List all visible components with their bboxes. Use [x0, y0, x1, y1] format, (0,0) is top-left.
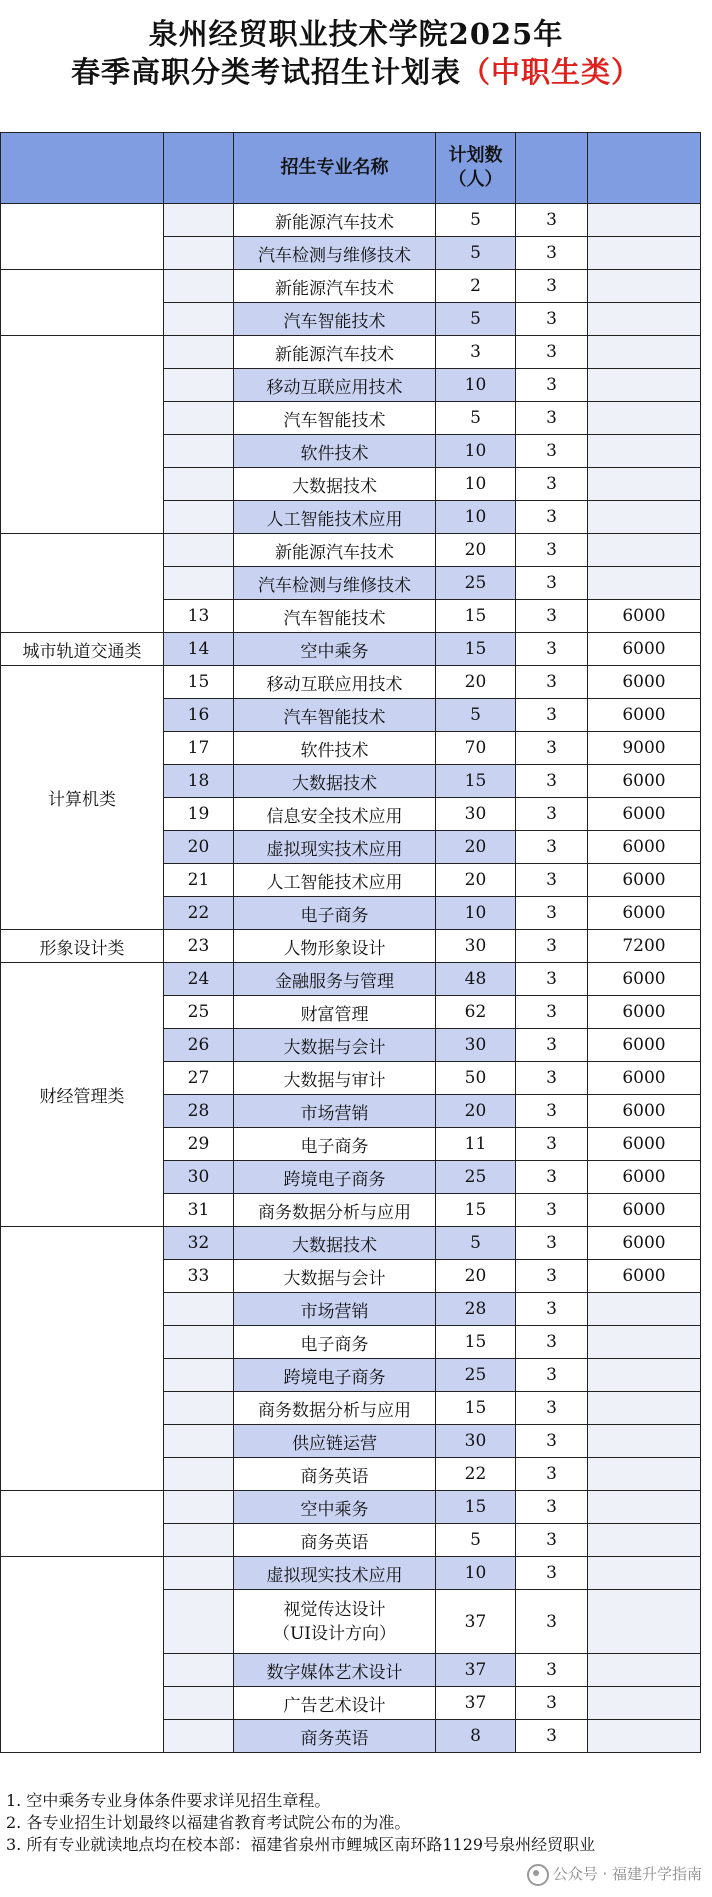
years-cell: 3 — [516, 1654, 588, 1687]
row-number-cell: 29 — [164, 1128, 234, 1161]
row-number-cell: 27 — [164, 1062, 234, 1095]
years-cell: 3 — [516, 1260, 588, 1293]
row-number-cell — [164, 1654, 234, 1687]
years-cell: 3 — [516, 1491, 588, 1524]
years-cell: 3 — [516, 204, 588, 237]
table-row — [1, 1557, 701, 1590]
fee-cell: 6000 — [588, 1128, 701, 1161]
major-name-cell: 财富管理 — [234, 996, 436, 1029]
wechat-icon — [527, 1864, 549, 1886]
major-name-cell: 金融服务与管理 — [234, 963, 436, 996]
row-number-cell — [164, 1326, 234, 1359]
plan-count-cell: 30 — [436, 930, 516, 963]
major-name-cell: 新能源汽车技术 — [234, 534, 436, 567]
years-cell: 3 — [516, 732, 588, 765]
fee-cell: 6000 — [588, 1161, 701, 1194]
row-number-cell — [164, 237, 234, 270]
years-cell: 3 — [516, 270, 588, 303]
years-cell: 3 — [516, 1062, 588, 1095]
plan-count-cell: 11 — [436, 1128, 516, 1161]
fee-cell — [588, 1720, 701, 1753]
years-cell: 3 — [516, 1557, 588, 1590]
fee-cell — [588, 1524, 701, 1557]
fee-cell — [588, 1392, 701, 1425]
years-cell: 3 — [516, 996, 588, 1029]
row-number-cell: 13 — [164, 600, 234, 633]
plan-count-cell: 20 — [436, 831, 516, 864]
plan-count-cell: 5 — [436, 1227, 516, 1260]
plan-count-cell: 37 — [436, 1654, 516, 1687]
table-row — [1, 1227, 701, 1260]
fee-cell: 6000 — [588, 831, 701, 864]
row-number-cell — [164, 303, 234, 336]
fee-cell — [588, 303, 701, 336]
fee-cell — [588, 1557, 701, 1590]
plan-count-cell: 20 — [436, 666, 516, 699]
row-number-cell — [164, 369, 234, 402]
major-name-cell: 汽车智能技术 — [234, 402, 436, 435]
years-cell: 3 — [516, 1687, 588, 1720]
table-row — [1, 633, 701, 666]
header-fee — [588, 133, 701, 204]
row-number-cell: 24 — [164, 963, 234, 996]
row-number-cell — [164, 270, 234, 303]
title-line-2 — [0, 50, 712, 91]
years-cell: 3 — [516, 765, 588, 798]
major-name-cell: 软件技术 — [234, 435, 436, 468]
fee-cell: 6000 — [588, 897, 701, 930]
major-name-cell: 人物形象设计 — [234, 930, 436, 963]
major-name-cell: 广告艺术设计 — [234, 1687, 436, 1720]
table-row — [1, 204, 701, 237]
note-3: 3. 所有专业就读地点均在校本部：福建省泉州市鲤城区南环路1129号泉州经贸职业 — [6, 1835, 596, 1854]
major-name-cell: 新能源汽车技术 — [234, 204, 436, 237]
row-number-cell — [164, 1392, 234, 1425]
major-name-cell: 移动互联应用技术 — [234, 666, 436, 699]
plan-count-cell: 30 — [436, 798, 516, 831]
years-cell: 3 — [516, 237, 588, 270]
header-plan: 计划数（人） — [436, 133, 516, 204]
row-number-cell: 31 — [164, 1194, 234, 1227]
category-cell — [1, 204, 164, 270]
plan-count-cell: 20 — [436, 1260, 516, 1293]
plan-count-cell: 25 — [436, 567, 516, 600]
fee-cell — [588, 1359, 701, 1392]
fee-cell — [588, 270, 701, 303]
row-number-cell — [164, 468, 234, 501]
plan-count-cell: 10 — [436, 501, 516, 534]
years-cell: 3 — [516, 930, 588, 963]
fee-cell — [588, 1326, 701, 1359]
plan-count-cell: 20 — [436, 1095, 516, 1128]
fee-cell: 7200 — [588, 930, 701, 963]
years-cell: 3 — [516, 1227, 588, 1260]
row-number-cell — [164, 1293, 234, 1326]
major-name-cell: 新能源汽车技术 — [234, 270, 436, 303]
plan-count-cell: 70 — [436, 732, 516, 765]
title-line-1: 泉州经贸职业技术学院2025年 — [148, 17, 564, 51]
notes — [6, 1790, 706, 1856]
row-number-cell — [164, 1590, 234, 1654]
category-cell — [1, 1227, 164, 1491]
years-cell: 3 — [516, 963, 588, 996]
fee-cell — [588, 1425, 701, 1458]
years-cell: 3 — [516, 1095, 588, 1128]
major-name-cell: 跨境电子商务 — [234, 1359, 436, 1392]
header-major: 招生专业名称 — [234, 133, 436, 204]
plan-count-cell: 5 — [436, 699, 516, 732]
category-cell: 财经管理类 — [1, 963, 164, 1227]
plan-count-cell: 30 — [436, 1425, 516, 1458]
row-number-cell: 26 — [164, 1029, 234, 1062]
fee-cell: 6000 — [588, 666, 701, 699]
category-cell — [1, 534, 164, 633]
major-name-cell: 新能源汽车技术 — [234, 336, 436, 369]
years-cell: 3 — [516, 1161, 588, 1194]
table-row — [1, 336, 701, 369]
category-cell — [1, 336, 164, 534]
table-row — [1, 1491, 701, 1524]
row-number-cell: 15 — [164, 666, 234, 699]
category-cell — [1, 270, 164, 336]
fee-cell: 6000 — [588, 864, 701, 897]
major-name-cell: 市场营销 — [234, 1095, 436, 1128]
major-name-cell: 大数据技术 — [234, 765, 436, 798]
category-cell — [1, 1557, 164, 1753]
plan-count-cell: 25 — [436, 1161, 516, 1194]
years-cell: 3 — [516, 1720, 588, 1753]
years-cell: 3 — [516, 1128, 588, 1161]
major-name-cell: 大数据技术 — [234, 468, 436, 501]
plan-count-cell: 10 — [436, 1557, 516, 1590]
major-name-cell: 软件技术 — [234, 732, 436, 765]
fee-cell: 6000 — [588, 798, 701, 831]
table-row — [1, 270, 701, 303]
fee-cell: 9000 — [588, 732, 701, 765]
fee-cell — [588, 1458, 701, 1491]
major-name-cell: 商务英语 — [234, 1720, 436, 1753]
plan-count-cell: 50 — [436, 1062, 516, 1095]
years-cell: 3 — [516, 468, 588, 501]
plan-count-cell: 5 — [436, 303, 516, 336]
fee-cell: 6000 — [588, 996, 701, 1029]
years-cell: 3 — [516, 1590, 588, 1654]
row-number-cell — [164, 1720, 234, 1753]
years-cell: 3 — [516, 1029, 588, 1062]
years-cell: 3 — [516, 1458, 588, 1491]
plan-count-cell: 5 — [436, 204, 516, 237]
category-cell: 形象设计类 — [1, 930, 164, 963]
category-cell — [1, 1491, 164, 1557]
row-number-cell — [164, 1458, 234, 1491]
row-number-cell: 32 — [164, 1227, 234, 1260]
fee-cell: 6000 — [588, 633, 701, 666]
header-years — [516, 133, 588, 204]
major-name-cell: 商务英语 — [234, 1524, 436, 1557]
years-cell: 3 — [516, 303, 588, 336]
plan-count-cell: 28 — [436, 1293, 516, 1326]
major-name-cell: 信息安全技术应用 — [234, 798, 436, 831]
fee-cell — [588, 501, 701, 534]
row-number-cell — [164, 336, 234, 369]
row-number-cell — [164, 1425, 234, 1458]
major-name-cell: 汽车检测与维修技术 — [234, 567, 436, 600]
plan-count-cell: 15 — [436, 633, 516, 666]
major-name-cell: 汽车智能技术 — [234, 303, 436, 336]
years-cell: 3 — [516, 699, 588, 732]
years-cell: 3 — [516, 534, 588, 567]
plan-count-cell: 5 — [436, 1524, 516, 1557]
row-number-cell: 16 — [164, 699, 234, 732]
years-cell: 3 — [516, 897, 588, 930]
fee-cell — [588, 1293, 701, 1326]
major-name-cell: 空中乘务 — [234, 633, 436, 666]
fee-cell — [588, 237, 701, 270]
years-cell: 3 — [516, 369, 588, 402]
fee-cell: 6000 — [588, 765, 701, 798]
years-cell: 3 — [516, 633, 588, 666]
row-number-cell — [164, 435, 234, 468]
years-cell: 3 — [516, 336, 588, 369]
major-name-cell: 大数据与会计 — [234, 1029, 436, 1062]
table-row — [1, 534, 701, 567]
major-name-cell: 商务数据分析与应用 — [234, 1392, 436, 1425]
major-name-cell: 空中乘务 — [234, 1491, 436, 1524]
plan-count-cell: 3 — [436, 336, 516, 369]
years-cell: 3 — [516, 1194, 588, 1227]
row-number-cell: 33 — [164, 1260, 234, 1293]
years-cell: 3 — [516, 435, 588, 468]
years-cell: 3 — [516, 567, 588, 600]
fee-cell — [588, 435, 701, 468]
major-name-cell: 人工智能技术应用 — [234, 501, 436, 534]
table-row — [1, 930, 701, 963]
row-number-cell: 21 — [164, 864, 234, 897]
plan-count-cell: 37 — [436, 1687, 516, 1720]
major-name-cell: 跨境电子商务 — [234, 1161, 436, 1194]
row-number-cell — [164, 1524, 234, 1557]
row-number-cell: 22 — [164, 897, 234, 930]
years-cell: 3 — [516, 600, 588, 633]
plan-count-cell: 15 — [436, 1194, 516, 1227]
row-number-cell — [164, 402, 234, 435]
row-number-cell: 30 — [164, 1161, 234, 1194]
fee-cell: 6000 — [588, 1062, 701, 1095]
fee-cell: 6000 — [588, 1029, 701, 1062]
plan-count-cell: 10 — [436, 468, 516, 501]
watermark: 公众号 · 福建升学指南 — [527, 1863, 702, 1886]
major-name-cell: 大数据与审计 — [234, 1062, 436, 1095]
major-name-cell: 电子商务 — [234, 1128, 436, 1161]
major-name-cell: 移动互联应用技术 — [234, 369, 436, 402]
fee-cell — [588, 534, 701, 567]
fee-cell — [588, 1687, 701, 1720]
fee-cell — [588, 204, 701, 237]
fee-cell: 6000 — [588, 1095, 701, 1128]
plan-count-cell: 62 — [436, 996, 516, 1029]
row-number-cell — [164, 534, 234, 567]
header-category — [1, 133, 164, 204]
title-main: 春季高职分类考试招生计划表 — [70, 55, 461, 89]
fee-cell: 6000 — [588, 1227, 701, 1260]
plan-count-cell: 22 — [436, 1458, 516, 1491]
row-number-cell: 14 — [164, 633, 234, 666]
years-cell: 3 — [516, 1359, 588, 1392]
row-number-cell — [164, 1557, 234, 1590]
title-category: （中职生类） — [461, 55, 642, 89]
fee-cell: 6000 — [588, 963, 701, 996]
major-name-cell: 视觉传达设计 （UI设计方向） — [234, 1590, 436, 1654]
plan-count-cell: 15 — [436, 1326, 516, 1359]
table-row — [1, 666, 701, 699]
fee-cell — [588, 369, 701, 402]
major-name-cell: 汽车检测与维修技术 — [234, 237, 436, 270]
major-name-cell: 供应链运营 — [234, 1425, 436, 1458]
row-number-cell — [164, 1687, 234, 1720]
row-number-cell — [164, 567, 234, 600]
major-name-cell: 数字媒体艺术设计 — [234, 1654, 436, 1687]
years-cell: 3 — [516, 1392, 588, 1425]
plan-count-cell: 2 — [436, 270, 516, 303]
row-number-cell: 20 — [164, 831, 234, 864]
row-number-cell: 18 — [164, 765, 234, 798]
row-number-cell: 19 — [164, 798, 234, 831]
row-number-cell: 25 — [164, 996, 234, 1029]
fee-cell: 6000 — [588, 600, 701, 633]
major-name-cell: 汽车智能技术 — [234, 699, 436, 732]
plan-count-cell: 20 — [436, 534, 516, 567]
category-cell: 计算机类 — [1, 666, 164, 930]
years-cell: 3 — [516, 1293, 588, 1326]
row-number-cell — [164, 501, 234, 534]
major-name-cell: 大数据技术 — [234, 1227, 436, 1260]
fee-cell: 6000 — [588, 699, 701, 732]
note-2: 2. 各专业招生计划最终以福建省教育考试院公布的为准。 — [6, 1813, 411, 1832]
plan-count-cell: 20 — [436, 864, 516, 897]
row-number-cell — [164, 1359, 234, 1392]
plan-count-cell: 15 — [436, 1491, 516, 1524]
plan-count-cell: 5 — [436, 402, 516, 435]
fee-cell — [588, 1654, 701, 1687]
years-cell: 3 — [516, 1326, 588, 1359]
plan-count-cell: 5 — [436, 237, 516, 270]
major-name-cell: 虚拟现实技术应用 — [234, 831, 436, 864]
years-cell: 3 — [516, 666, 588, 699]
row-number-cell: 28 — [164, 1095, 234, 1128]
plan-count-cell: 30 — [436, 1029, 516, 1062]
row-number-cell — [164, 204, 234, 237]
major-name-cell: 汽车智能技术 — [234, 600, 436, 633]
major-name-cell: 大数据与会计 — [234, 1260, 436, 1293]
fee-cell: 6000 — [588, 1260, 701, 1293]
plan-count-cell: 10 — [436, 435, 516, 468]
years-cell: 3 — [516, 402, 588, 435]
major-name-cell: 电子商务 — [234, 1326, 436, 1359]
fee-cell — [588, 567, 701, 600]
fee-cell — [588, 336, 701, 369]
fee-cell — [588, 402, 701, 435]
plan-count-cell: 25 — [436, 1359, 516, 1392]
fee-cell: 6000 — [588, 1194, 701, 1227]
major-name-cell: 人工智能技术应用 — [234, 864, 436, 897]
fee-cell — [588, 468, 701, 501]
plan-count-cell: 10 — [436, 369, 516, 402]
header-number — [164, 133, 234, 204]
row-number-cell: 23 — [164, 930, 234, 963]
major-name-cell: 商务英语 — [234, 1458, 436, 1491]
plan-count-cell: 37 — [436, 1590, 516, 1654]
category-cell: 城市轨道交通类 — [1, 633, 164, 666]
major-name-cell: 虚拟现实技术应用 — [234, 1557, 436, 1590]
years-cell: 3 — [516, 1425, 588, 1458]
major-name-cell: 商务数据分析与应用 — [234, 1194, 436, 1227]
plan-count-cell: 15 — [436, 765, 516, 798]
years-cell: 3 — [516, 501, 588, 534]
row-number-cell — [164, 1491, 234, 1524]
plan-count-cell: 15 — [436, 600, 516, 633]
years-cell: 3 — [516, 831, 588, 864]
enrollment-plan-table — [0, 132, 701, 1753]
fee-cell — [588, 1590, 701, 1654]
plan-count-cell: 8 — [436, 1720, 516, 1753]
row-number-cell: 17 — [164, 732, 234, 765]
years-cell: 3 — [516, 864, 588, 897]
plan-count-cell: 10 — [436, 897, 516, 930]
table-row — [1, 963, 701, 996]
years-cell: 3 — [516, 798, 588, 831]
major-name-cell: 电子商务 — [234, 897, 436, 930]
plan-count-cell: 15 — [436, 1392, 516, 1425]
plan-count-cell: 48 — [436, 963, 516, 996]
years-cell: 3 — [516, 1524, 588, 1557]
fee-cell — [588, 1491, 701, 1524]
major-name-cell: 市场营销 — [234, 1293, 436, 1326]
note-1: 1. 空中乘务专业身体条件要求详见招生章程。 — [6, 1791, 331, 1810]
